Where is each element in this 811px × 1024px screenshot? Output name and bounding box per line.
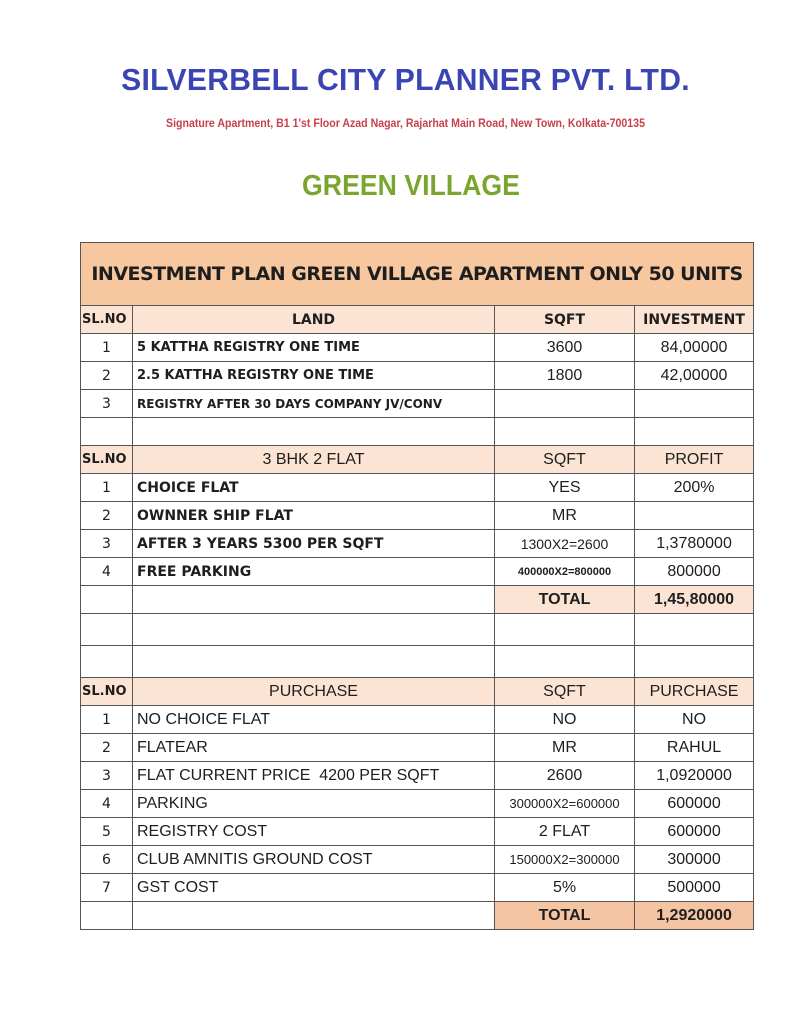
row-value: 800000: [635, 558, 754, 586]
row-value: NO: [635, 706, 754, 734]
row-slno: 4: [81, 790, 133, 818]
row-desc: FREE PARKING: [133, 558, 495, 586]
table-row: [81, 530, 754, 558]
row-sqft: MR: [495, 502, 635, 530]
table-row: [81, 390, 754, 418]
row-sqft: MR: [495, 734, 635, 762]
purchase-header-desc: PURCHASE: [133, 678, 495, 706]
row-sqft: 2600: [495, 762, 635, 790]
row-value: 1,0920000: [635, 762, 754, 790]
row-slno: 1: [81, 706, 133, 734]
row-slno: 3: [81, 390, 133, 418]
table-row: [81, 502, 754, 530]
row-desc: AFTER 3 YEARS 5300 PER SQFT: [133, 530, 495, 558]
flat-total-row: [81, 586, 754, 614]
row-desc: OWNNER SHIP FLAT: [133, 502, 495, 530]
table-row: [81, 846, 754, 874]
row-slno: 4: [81, 558, 133, 586]
table-row: [81, 790, 754, 818]
row-desc: REGISTRY AFTER 30 DAYS COMPANY JV/CONV: [133, 390, 495, 418]
flat-header-profit: PROFIT: [635, 446, 754, 474]
row-desc: PARKING: [133, 790, 495, 818]
row-slno: 5: [81, 818, 133, 846]
table-row: [81, 818, 754, 846]
table-row: [81, 362, 754, 390]
row-slno: 1: [81, 334, 133, 362]
row-value: 300000: [635, 846, 754, 874]
row-sqft: 400000X2=800000: [495, 558, 635, 586]
row-slno: 6: [81, 846, 133, 874]
land-header-desc: LAND: [133, 306, 495, 334]
table-row: [81, 558, 754, 586]
table-row: [81, 874, 754, 902]
row-value: 600000: [635, 790, 754, 818]
purchase-header-sqft: SQFT: [495, 678, 635, 706]
purchase-total-row: [81, 902, 754, 930]
row-desc: FLATEAR: [133, 734, 495, 762]
flat-header-desc: 3 BHK 2 FLAT: [133, 446, 495, 474]
investment-plan-table: [80, 242, 754, 930]
purchase-header-purchase: PURCHASE: [635, 678, 754, 706]
purchase-total-value: 1,2920000: [635, 902, 754, 930]
row-slno: 2: [81, 502, 133, 530]
row-sqft: 300000X2=600000: [495, 790, 635, 818]
row-desc: 5 KATTHA REGISTRY ONE TIME: [133, 334, 495, 362]
row-value: RAHUL: [635, 734, 754, 762]
row-slno: 2: [81, 734, 133, 762]
purchase-total-label: TOTAL: [495, 902, 635, 930]
blank-row: [81, 418, 754, 446]
project-name: GREEN VILLAGE: [302, 170, 520, 202]
row-sqft: 1800: [495, 362, 635, 390]
row-value: 600000: [635, 818, 754, 846]
land-header-sqft: SQFT: [495, 306, 635, 334]
row-value: 42,00000: [635, 362, 754, 390]
row-value: 1,3780000: [635, 530, 754, 558]
row-sqft: 2 FLAT: [495, 818, 635, 846]
row-desc: REGISTRY COST: [133, 818, 495, 846]
flat-header-slno: SL.NO: [81, 446, 133, 474]
row-sqft: 150000X2=300000: [495, 846, 635, 874]
purchase-header-slno: SL.NO: [81, 678, 133, 706]
row-slno: 1: [81, 474, 133, 502]
row-sqft: 5%: [495, 874, 635, 902]
flat-total-value: 1,45,80000: [635, 586, 754, 614]
flat-header-sqft: SQFT: [495, 446, 635, 474]
blank-row: [81, 646, 754, 678]
table-row: [81, 762, 754, 790]
row-sqft: 3600: [495, 334, 635, 362]
table-row: [81, 706, 754, 734]
row-value: 84,00000: [635, 334, 754, 362]
row-value: [635, 502, 754, 530]
row-desc: FLAT CURRENT PRICE 4200 PER SQFT: [133, 762, 495, 790]
table-row: [81, 334, 754, 362]
land-header-slno: SL.NO: [81, 306, 133, 334]
row-desc: CHOICE FLAT: [133, 474, 495, 502]
row-sqft: YES: [495, 474, 635, 502]
land-header-row: [81, 306, 754, 334]
row-value: [635, 390, 754, 418]
row-slno: 7: [81, 874, 133, 902]
row-sqft: NO: [495, 706, 635, 734]
row-value: 500000: [635, 874, 754, 902]
row-desc: GST COST: [133, 874, 495, 902]
land-header-investment: INVESTMENT: [635, 306, 754, 334]
table-title: INVESTMENT PLAN GREEN VILLAGE APARTMENT ONLY 50 UNITS: [81, 243, 754, 306]
row-slno: 2: [81, 362, 133, 390]
row-sqft: 1300X2=2600: [495, 530, 635, 558]
row-slno: 3: [81, 530, 133, 558]
table-row: [81, 734, 754, 762]
row-desc: 2.5 KATTHA REGISTRY ONE TIME: [133, 362, 495, 390]
company-address: Signature Apartment, B1 1'st Floor Azad Nagar, Rajarhat Main Road, New Town, Kolkata-700135: [166, 118, 645, 130]
row-sqft: [495, 390, 635, 418]
row-desc: CLUB AMNITIS GROUND COST: [133, 846, 495, 874]
flat-header-row: [81, 446, 754, 474]
blank-row: [81, 614, 754, 646]
flat-total-label: TOTAL: [495, 586, 635, 614]
table-row: [81, 474, 754, 502]
company-name: SILVERBELL CITY PLANNER PVT. LTD.: [121, 62, 690, 97]
row-slno: 3: [81, 762, 133, 790]
purchase-header-row: [81, 678, 754, 706]
row-desc: NO CHOICE FLAT: [133, 706, 495, 734]
row-value: 200%: [635, 474, 754, 502]
